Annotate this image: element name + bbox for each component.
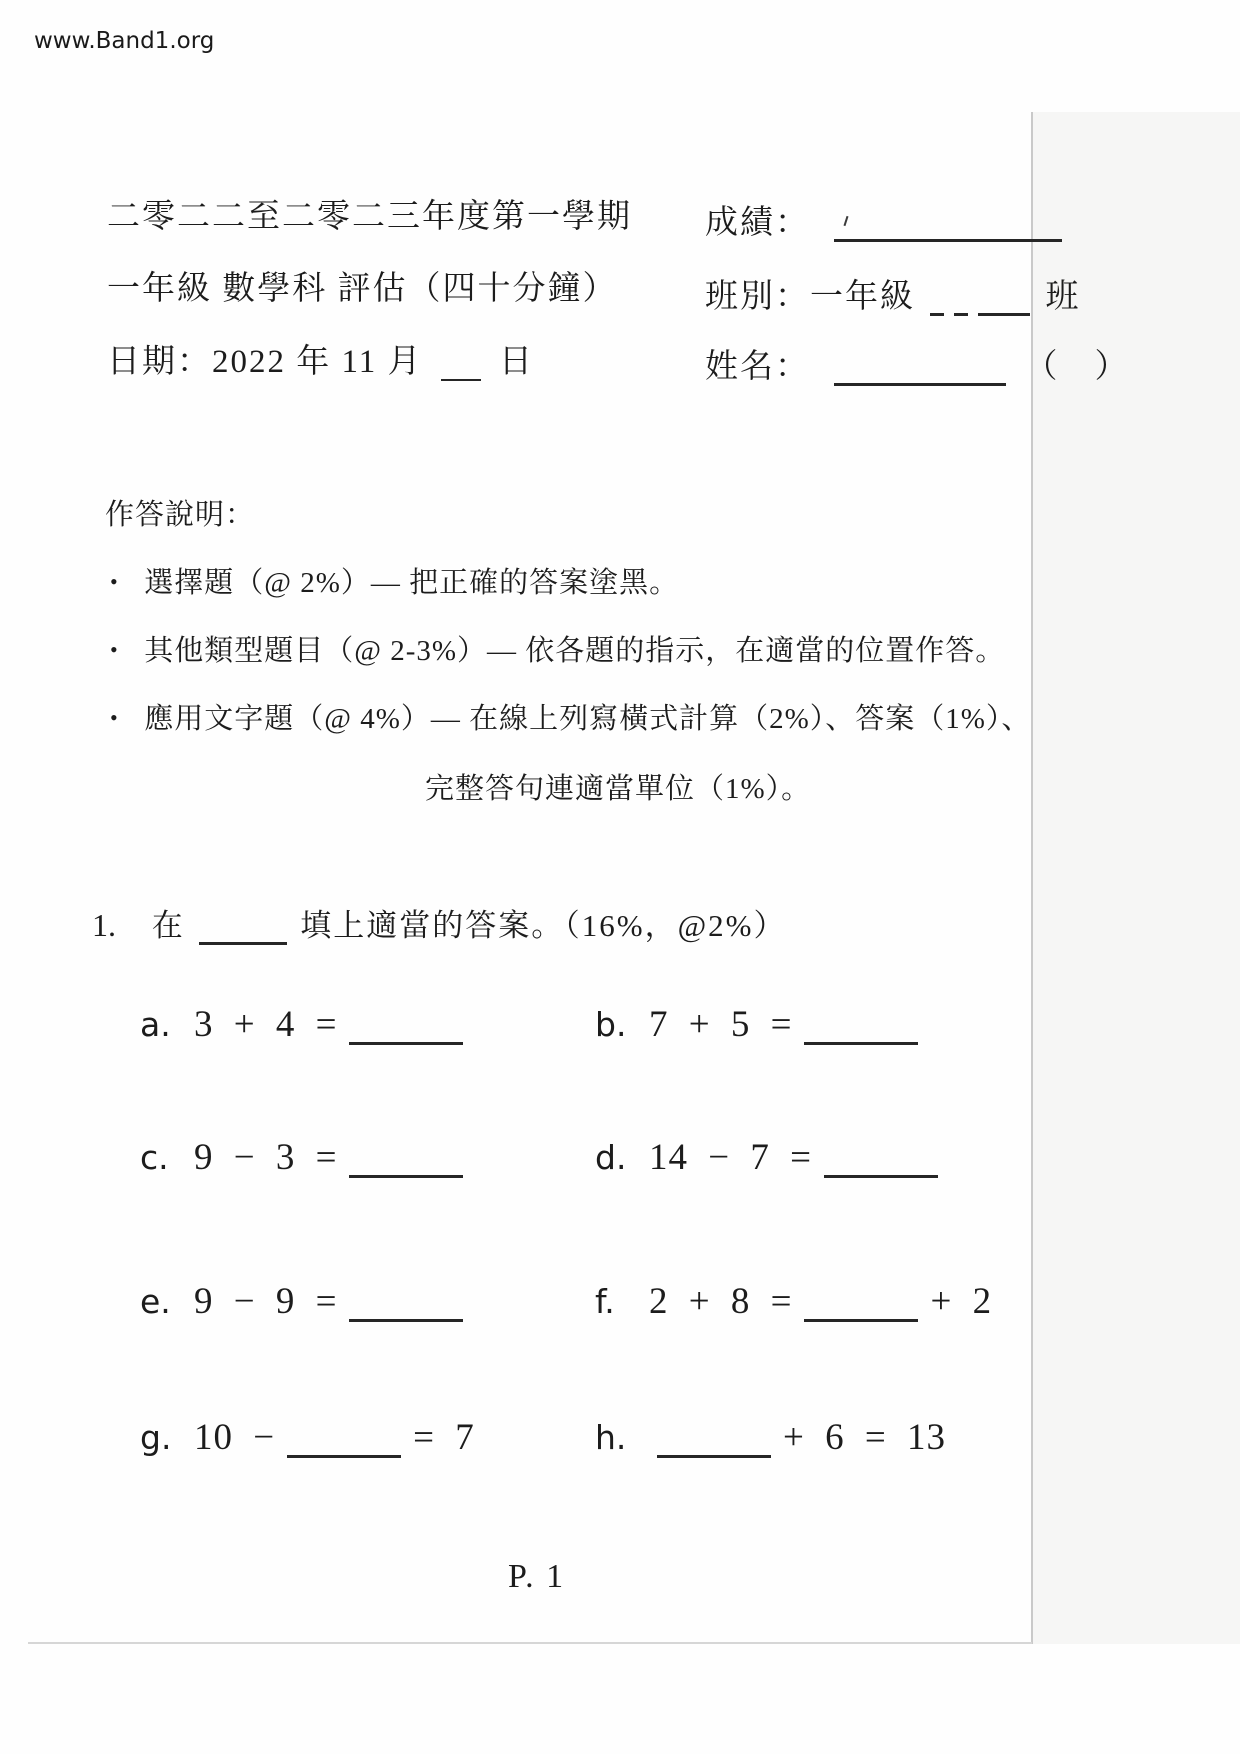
answer-blank-a[interactable] xyxy=(349,1035,463,1045)
scan-edge-horizontal-line xyxy=(28,1642,1032,1644)
item-label: b. xyxy=(595,1005,627,1044)
item-expression: 9 − 9 = xyxy=(194,1281,338,1322)
score-row xyxy=(705,196,1070,243)
bullet-icon: • xyxy=(110,569,119,594)
page-number: P. 1 xyxy=(508,1558,566,1595)
item-expression: 10 − xyxy=(194,1417,276,1458)
item-label: f. xyxy=(595,1282,615,1321)
answer-blank-g[interactable] xyxy=(287,1448,401,1458)
instructions-title: 作答說明： xyxy=(105,499,256,531)
answer-blank-h[interactable] xyxy=(657,1448,771,1458)
item-label: g. xyxy=(140,1418,172,1457)
instruction-bullet-3-continuation: 完整答句連適當單位（1%）。 xyxy=(425,773,812,805)
name-blank[interactable] xyxy=(834,376,1006,386)
answer-blank-e[interactable] xyxy=(349,1312,463,1322)
class-blank[interactable] xyxy=(925,279,1035,315)
question-item-d xyxy=(595,1136,946,1179)
answer-blank-d[interactable] xyxy=(824,1168,938,1178)
class-label: 班別：一年級 xyxy=(705,279,915,315)
answer-blank-c[interactable] xyxy=(349,1168,463,1178)
bullet-text: 應用文字題（@ 4%）— 在線上列寫橫式計算（2%）、答案（1%）、 xyxy=(144,703,1032,735)
question-prompt-post: 填上適當的答案。（16%，@2%） xyxy=(300,908,787,943)
item-expression: 14 − 7 = xyxy=(649,1137,812,1178)
item-expression-post: = 7 xyxy=(413,1417,475,1458)
question-number: 1. xyxy=(92,907,116,943)
instruction-bullet-2 xyxy=(110,628,1005,669)
question-item-f xyxy=(595,1280,992,1323)
item-expression: 9 − 3 = xyxy=(194,1137,338,1178)
bullet-icon: • xyxy=(110,705,119,730)
answer-blank-b[interactable] xyxy=(804,1035,918,1045)
date-day-blank[interactable] xyxy=(441,371,481,381)
date-row xyxy=(107,335,534,382)
exam-title-line1: 二零二二至二零二三年度第一學期 xyxy=(107,199,632,235)
bullet-text: 其他類型題目（@ 2-3%）— 依各題的指示，在適當的位置作答。 xyxy=(144,635,1006,667)
bullet-icon: • xyxy=(110,637,119,662)
score-label: 成績： xyxy=(705,205,810,241)
score-blank[interactable] xyxy=(834,232,1062,242)
question-item-g xyxy=(140,1416,475,1459)
date-suffix: 日 xyxy=(499,344,535,380)
exam-title-line2: 一年級 數學科 評估（四十分鐘） xyxy=(107,271,618,307)
item-expression-post: + 6 = 13 xyxy=(783,1417,946,1458)
instruction-bullet-1 xyxy=(110,560,679,601)
item-label: d. xyxy=(595,1138,627,1177)
name-label: 姓名： xyxy=(705,349,810,385)
question-prompt-blank xyxy=(199,935,287,945)
site-watermark: www.Band1.org xyxy=(34,28,215,54)
class-suffix: 班 xyxy=(1045,279,1081,315)
date-label: 日期：2022 年 11 月 xyxy=(107,344,423,380)
bullet-text: 選擇題（@ 2%）— 把正確的答案塗黑。 xyxy=(144,567,680,599)
name-parens: （ ） xyxy=(1024,349,1130,385)
question-item-c xyxy=(140,1136,471,1179)
item-expression-post: + 2 xyxy=(930,1281,993,1322)
item-label: a. xyxy=(140,1005,171,1044)
item-label: h. xyxy=(595,1418,627,1457)
item-expression: 7 + 5 = xyxy=(649,1004,793,1045)
item-label: e. xyxy=(140,1282,171,1321)
question-1-header xyxy=(92,900,786,945)
question-item-e xyxy=(140,1280,471,1323)
question-item-b xyxy=(595,1003,926,1046)
item-expression: 2 + 8 = xyxy=(649,1281,793,1322)
item-expression: 3 + 4 = xyxy=(194,1004,338,1045)
name-row xyxy=(705,340,1130,387)
item-label: c. xyxy=(140,1138,169,1177)
question-item-h xyxy=(595,1416,946,1459)
class-row xyxy=(705,270,1081,317)
question-prompt-pre: 在 xyxy=(151,908,185,943)
question-item-a xyxy=(140,1003,471,1046)
answer-blank-f[interactable] xyxy=(804,1312,918,1322)
instruction-bullet-3 xyxy=(110,696,1031,737)
